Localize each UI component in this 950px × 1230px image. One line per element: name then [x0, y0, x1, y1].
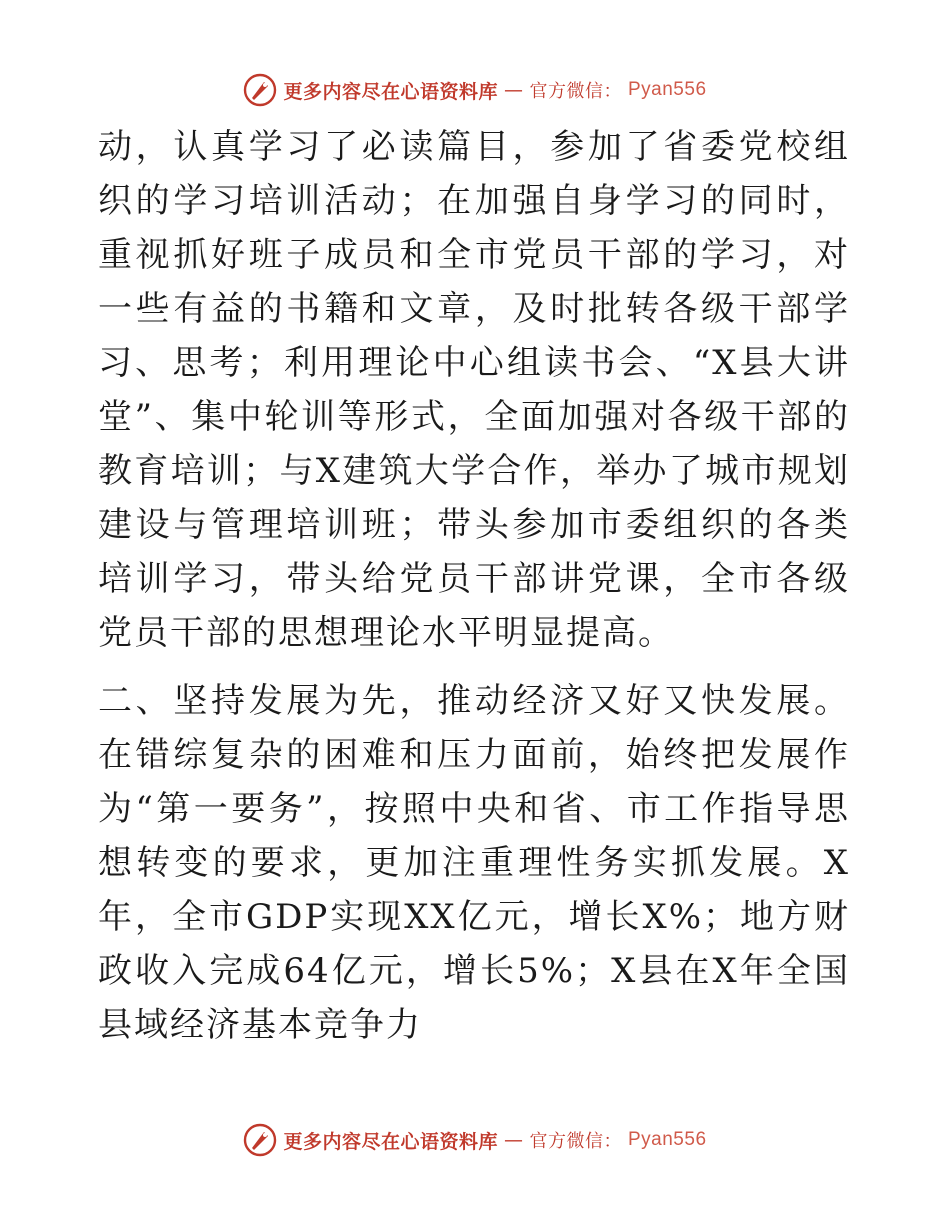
body-paragraph-1: 动，认真学习了必读篇目，参加了省委党校组织的学习培训活动；在加强自身学习的同时，重视抓好班子成员和全市党员干部的学习，对一些有益的书籍和文章，及时批转各级干部学习、思考；利用理论中心组读书会、“X县大讲堂”、集中轮训等形式，全面加强对各级干部的教育培训；与X建筑大学合作，举办了城市规划建设与管理培训班；带头参加市委组织的各类培训学习，带头给党员干部讲党课，全市各级党员干部的思想理论水平明显提高。 [98, 127, 850, 653]
watermark-separator: — [504, 1129, 524, 1151]
watermark-site-name: 更多内容尽在心语资料库 [283, 1130, 498, 1153]
watermark-wechat-id: Pyan556 [628, 1129, 707, 1150]
watermark-wechat-label: 官方微信： [529, 81, 622, 102]
watermark-wechat-id: Pyan556 [628, 79, 707, 100]
footer-watermark [0, 1120, 950, 1160]
watermark-separator: — [504, 79, 524, 101]
body-paragraph-2: 二、坚持发展为先，推动经济又好又快发展。在错综复杂的困难和压力面前，始终把发展作为“第一要务”，按照中央和省、市工作指导思想转变的要求，更加注重理性务实抓发展。X年，全市GDP实现XX亿元，增长X%；地方财政收入完成64亿元，增长5%；X县在X年全国县域经济基本竞争力 [98, 681, 850, 1045]
header-watermark [0, 70, 950, 110]
pen-nib-logo-icon [243, 73, 277, 107]
document-body [98, 120, 850, 1052]
pen-nib-logo-icon [243, 1123, 277, 1157]
watermark-wechat-label: 官方微信： [529, 1131, 622, 1152]
watermark-site-name: 更多内容尽在心语资料库 [283, 80, 498, 103]
